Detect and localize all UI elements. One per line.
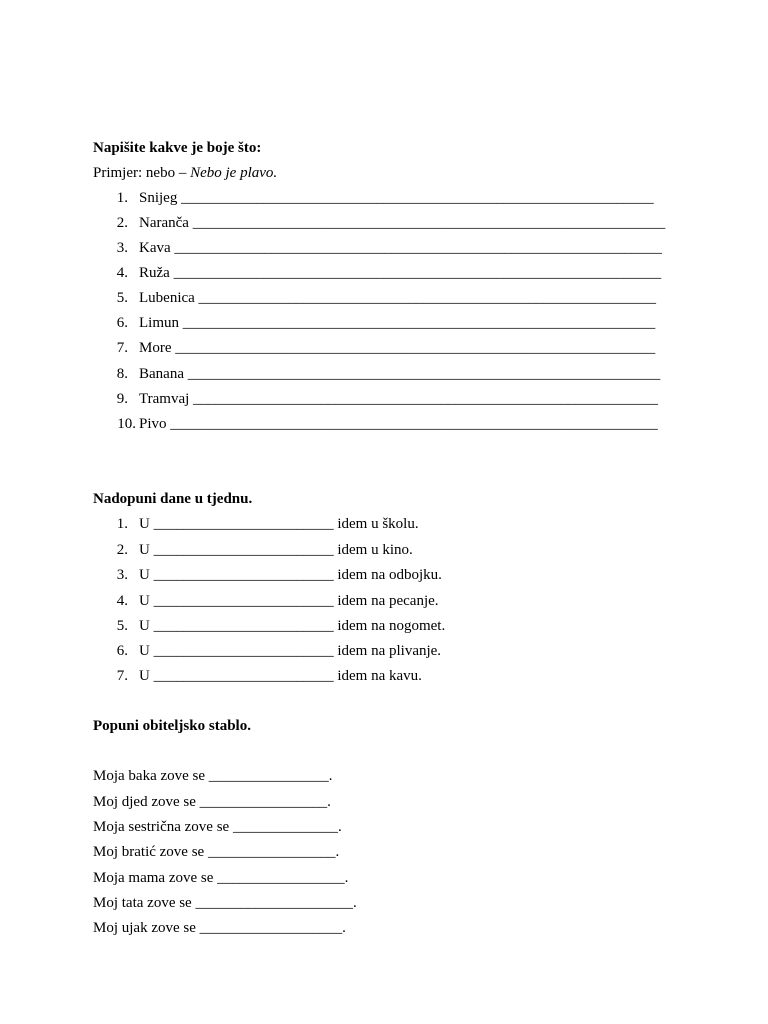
fill-line[interactable]: U ________________________ idem u školu. [139,516,419,532]
fill-line[interactable]: Limun _______________________________________________________________ [139,315,656,331]
item-number: 1. [116,190,128,206]
fill-line[interactable]: More ________________________________________________________________ [139,340,656,356]
item-number: 5. [116,290,128,306]
item-number: 2. [116,542,128,558]
fill-line[interactable]: Lubenica _____________________________________________________________ [139,290,657,306]
fill-line[interactable]: Moja mama zove se _________________. [93,870,349,886]
fill-line[interactable]: Moja sestrična zove se ______________. [93,819,342,835]
example-line [93,164,277,182]
item-number: 3. [116,240,128,256]
item-number: 4. [116,593,128,609]
example-answer: Nebo je plavo. [190,165,278,181]
item-number: 7. [116,668,128,684]
fill-line[interactable]: Moj bratić zove se _________________. [93,844,340,860]
fill-line[interactable]: U ________________________ idem na odbojku. [139,567,442,583]
item-number: 9. [116,391,128,407]
fill-line[interactable]: U ________________________ idem na nogomet. [139,618,446,634]
item-number: 10. [117,416,136,432]
fill-line[interactable]: Naranča _______________________________________________________________ [139,215,666,231]
fill-line[interactable]: Pivo _________________________________________________________________ [139,416,658,432]
fill-line[interactable]: Banana _______________________________________________________________ [139,366,661,382]
fill-line[interactable]: U ________________________ idem na kavu. [139,668,422,684]
section1-heading: Napišite kakve je boje što: [93,140,262,156]
fill-line[interactable]: Moj ujak zove se ___________________. [93,920,346,936]
fill-line[interactable]: Ruža _________________________________________________________________ [139,265,662,281]
fill-line[interactable]: Moja baka zove se ________________. [93,768,333,784]
item-number: 7. [116,340,128,356]
item-number: 6. [116,315,128,331]
fill-line[interactable]: U ________________________ idem na plivanje. [139,643,442,659]
item-number: 5. [116,618,128,634]
fill-line[interactable]: Moj tata zove se _____________________. [93,895,357,911]
fill-line[interactable]: Kava _________________________________________________________________ [139,240,662,256]
fill-line[interactable]: U ________________________ idem na pecanje. [139,593,439,609]
example-prefix: Primjer: nebo – [93,165,191,181]
fill-line[interactable]: Moj djed zove se _________________. [93,794,331,810]
item-number: 8. [116,366,128,382]
item-number: 3. [116,567,128,583]
fill-line[interactable]: U ________________________ idem u kino. [139,542,413,558]
fill-line[interactable]: Snijeg _______________________________________________________________ [139,190,654,206]
item-number: 6. [116,643,128,659]
item-number: 4. [116,265,128,281]
fill-line[interactable]: Tramvaj ______________________________________________________________ [139,391,659,407]
item-number: 2. [116,215,128,231]
item-number: 1. [116,516,128,532]
section3-heading: Popuni obiteljsko stablo. [93,718,251,734]
section2-heading: Nadopuni dane u tjednu. [93,491,253,507]
